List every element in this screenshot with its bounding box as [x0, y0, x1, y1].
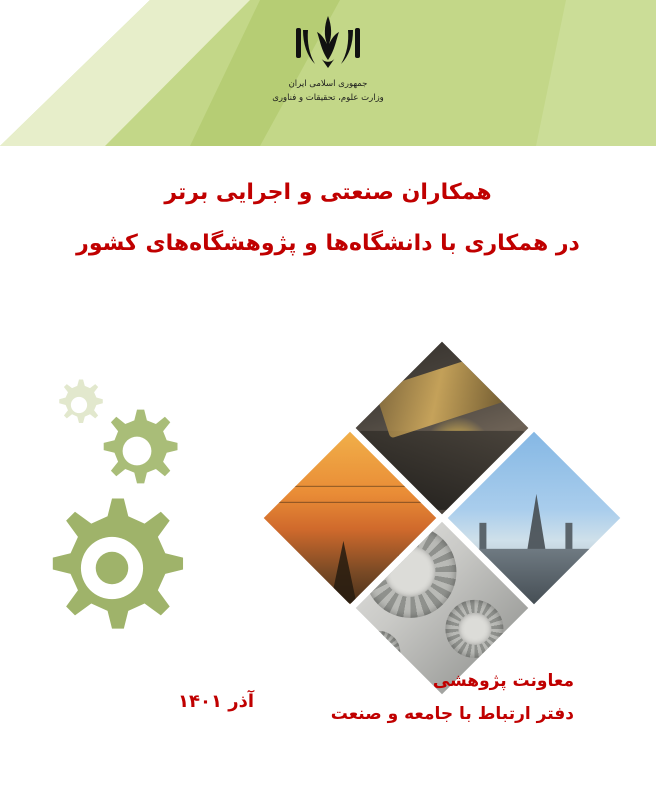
publication-date: آذر ۱۴۰۱: [178, 691, 254, 712]
iran-emblem-icon: [291, 14, 365, 76]
photo-collage: [238, 368, 638, 668]
issuing-unit-line-1: معاونت پژوهشی: [432, 671, 574, 692]
title-line-2: در همکاری با دانشگاه‌ها و پژوهشگاه‌های کشور: [76, 231, 580, 256]
title-line-1: همکاران صنعتی و اجرایی برتر: [164, 180, 492, 205]
gear-large-icon: [38, 494, 186, 642]
gears-decoration: [36, 372, 236, 662]
organization-line-2: وزارت علوم، تحقیقات و فناوری: [272, 93, 384, 104]
emblem-block: [253, 14, 403, 134]
organization-line-1: جمهوری اسلامی ایران: [288, 79, 368, 89]
issuing-unit-line-2: دفتر ارتباط با جامعه و صنعت: [330, 703, 574, 724]
gear-medium-icon: [92, 406, 182, 496]
header-banner: [0, 0, 656, 146]
cover-title: [0, 176, 656, 260]
issuing-unit: [331, 665, 574, 730]
